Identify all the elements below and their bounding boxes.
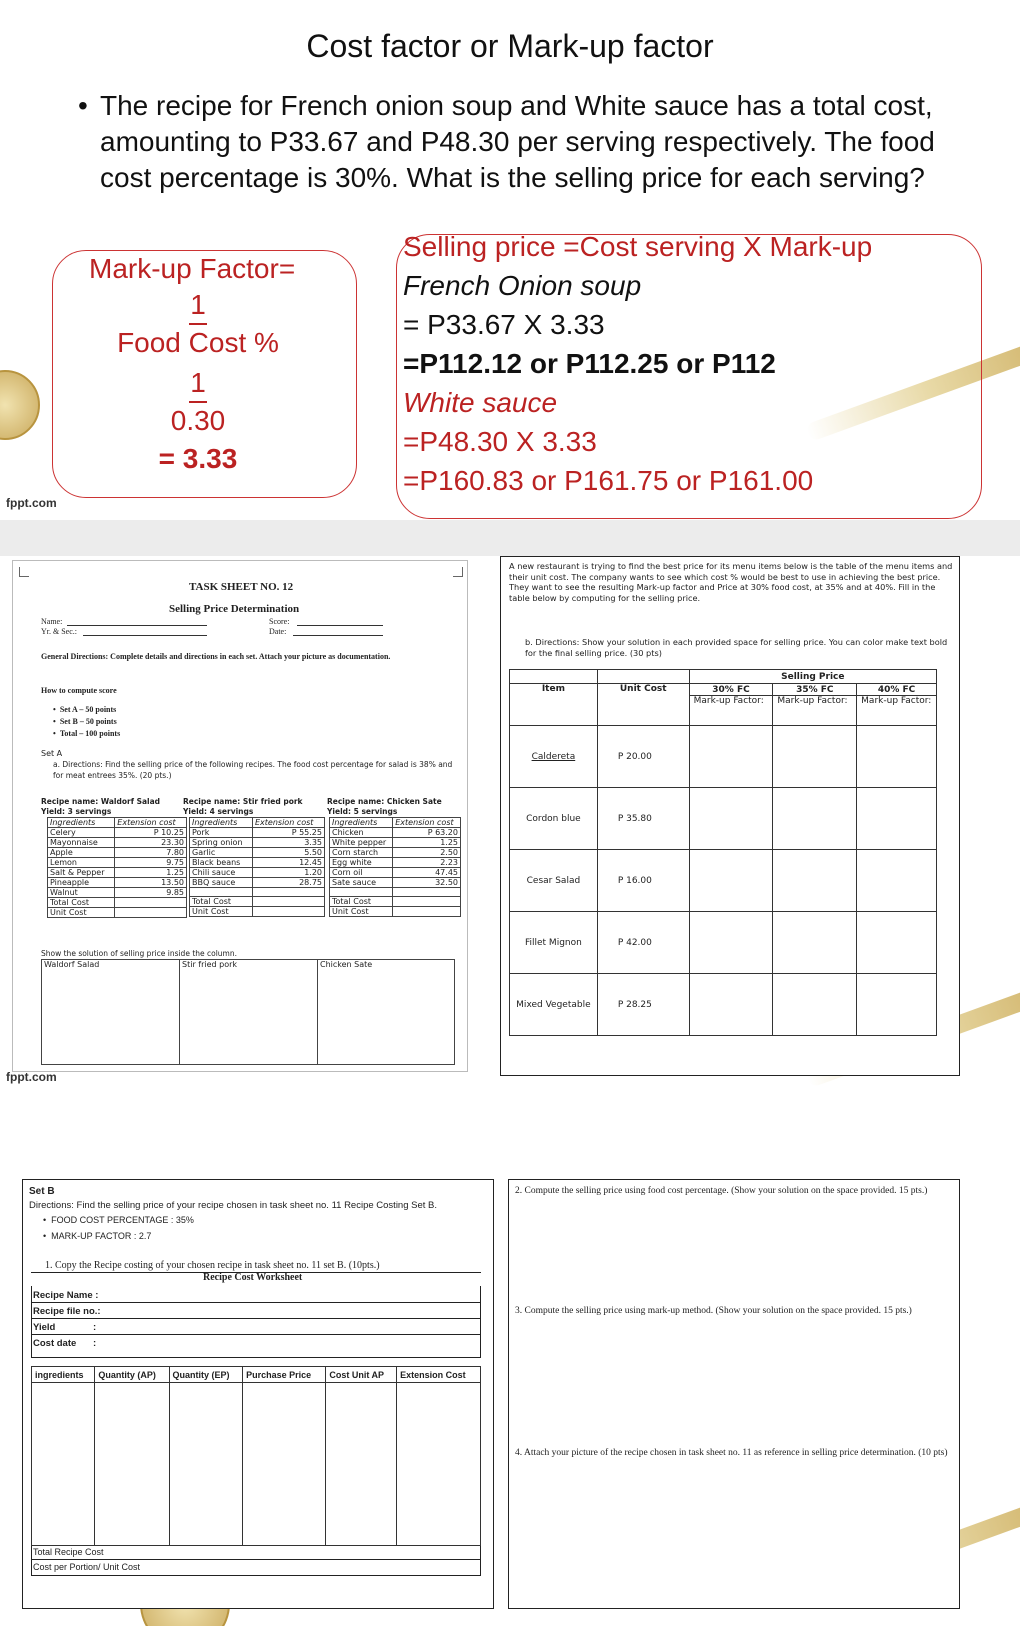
markup-factor-cell[interactable]: Mark-up Factor: [773,696,857,726]
menu-unit-cost: P 42.00 [597,912,689,974]
cost-cell: 13.50 [115,878,187,888]
fc-bullet: • FOOD COST PERCENTAGE : 35% [43,1215,194,1225]
cost-col-header: ingredients [32,1367,95,1383]
date-label: Date: [269,627,287,636]
solution-cell-pork[interactable]: Stir fried pork [180,960,318,1065]
table-row [48,838,187,848]
fc30-header: 30% FC [689,684,773,696]
ingredient-cell: Sate sauce [330,878,393,888]
total-cost-value[interactable] [253,897,325,907]
solution-table [41,959,455,1065]
ingredient-cell: Lemon [48,858,115,868]
menu-header [510,684,937,696]
unit-cost-value[interactable] [115,908,187,918]
table-row [190,828,325,838]
eq2: =P48.30 X 3.33 [403,426,597,457]
cost-cell: 1.25 [115,868,187,878]
ingredient-cell: Salt & Pepper [48,868,115,878]
table-row [190,888,325,897]
menu-item: Cordon blue [510,788,598,850]
ingredient-cell: Apple [48,848,115,858]
header-ingredients: Ingredients [48,818,115,828]
worksheet-box [31,1286,481,1358]
markup-title: Mark-up Factor= [89,253,296,284]
selling-price-cell[interactable] [689,726,773,788]
cost-table-cell[interactable] [326,1383,397,1546]
copy-instruction: 1. Copy the Recipe costing of your chosen recipe in task sheet no. 11 set B. (10pts.) [45,1260,380,1271]
cost-table-cell[interactable] [95,1383,169,1546]
numerator-1: 1 [190,289,206,320]
total-cost-label: Total Cost [48,898,115,908]
unit-cost-header: Unit Cost [597,684,689,726]
markup-box [52,250,357,498]
table-row [48,878,187,888]
fraction-line-2 [189,401,207,403]
ingredient-cell [190,888,253,897]
row-line [31,1334,481,1335]
recipe-name-label: Recipe Name : [33,1290,99,1301]
cost-table [31,1366,481,1546]
ingredient-cell: Corn oil [330,868,393,878]
menu-header-top [510,670,937,684]
watermark: fppt.com [6,1070,57,1084]
recipe-table-chicken [329,817,461,917]
general-directions: General Directions: Complete details and directions in each set. Attach your picture as documentation. [41,652,391,661]
ingredient-cell: Egg white [330,858,393,868]
menu-item: Mixed Vegetable [510,974,598,1036]
cost-cell: 9.85 [115,888,187,898]
eq1: = P33.67 X 3.33 [403,309,605,340]
slide-1 [0,0,1020,520]
set-b-title: Set B [29,1186,55,1197]
ingredient-cell: Pork [190,828,253,838]
blank-cell [597,670,689,684]
selling-price-cell[interactable] [773,912,857,974]
table-row [190,838,325,848]
total-recipe-cost: Total Recipe Cost [33,1547,104,1557]
bullet-icon: • [78,90,88,121]
set-a-directions: a. Directions: Find the selling price of the following recipes. The food cost percentage for salad is 38% and for meat entrees 35%. (20 pts.) [53,760,453,780]
set-b-sheet [22,1179,494,1609]
table-row [190,848,325,858]
corner-mark [453,567,463,577]
table-row [330,838,461,848]
separator [0,1091,1020,1161]
cost-table-cell[interactable] [397,1383,481,1546]
header-extension: Extension cost [253,818,325,828]
slide-3 [0,1161,1020,1626]
cost-cell: 28.75 [253,878,325,888]
table-row [330,828,461,838]
blank-cell [510,670,598,684]
total-cost-value[interactable] [115,898,187,908]
cost-cell: 1.20 [253,868,325,878]
menu-unit-cost: P 28.25 [597,974,689,1036]
ingredient-cell: Walnut [48,888,115,898]
cost-date-colon: : [93,1338,97,1349]
yr-label: Yr. & Sec.: [41,627,77,636]
menu-intro: A new restaurant is trying to find the best price for its menu items below is the table of the menu items and their unit cost. The company wants to see which cost % would be best to use in achieving the best price. They want to see the resulting Mark-up factor and Price at 30% food cost, at 35% and at 40%. Fill in the table below by computing for the selling price. [509,561,953,603]
table-header [48,818,187,828]
cost-cell: 9.75 [115,858,187,868]
selling-price-cell[interactable] [773,788,857,850]
unit-cost-label: Unit Cost [48,908,115,918]
score-line [297,625,383,626]
recipe-table-pork [189,817,325,917]
cost-col-header: Cost Unit AP [326,1367,397,1383]
total-cost-row [330,897,461,907]
cost-cell: 47.45 [393,868,461,878]
table-header [330,818,461,828]
cost-table-body [32,1383,481,1546]
selling-price-cell[interactable] [689,974,773,1036]
worksheet-title: Recipe Cost Worksheet [203,1272,303,1283]
yield-label: Yield [33,1322,56,1333]
menu-row [510,912,937,974]
solution-cell-waldorf[interactable]: Waldorf Salad [42,960,180,1065]
cost-cell: 32.50 [393,878,461,888]
header-extension: Extension cost [393,818,461,828]
item-header: Item [510,684,598,726]
coin-decoration [0,370,40,440]
header-ingredients: Ingredients [330,818,393,828]
unit-cost-row [330,907,461,917]
total-cost-label: Total Cost [330,897,393,907]
ingredient-cell: Chili sauce [190,868,253,878]
table-row [330,858,461,868]
header-extension: Extension cost [115,818,187,828]
set-b-directions: Directions: Find the selling price of your recipe chosen in task sheet no. 11 Recipe Costing Set B. [29,1200,438,1211]
mu-bullet: • MARK-UP FACTOR : 2.7 [43,1231,152,1241]
selling-price-cell[interactable] [773,974,857,1036]
date-line [293,635,383,636]
menu-item: Fillet Mignon [510,912,598,974]
menu-unit-cost: P 16.00 [597,850,689,912]
watermark: fppt.com [6,496,57,510]
unit-cost-label: Unit Cost [190,907,253,917]
markup-factor-cell[interactable]: Mark-up Factor: [689,696,773,726]
score-bullet-3: • Total – 100 points [53,729,121,738]
name-label: Name: [41,617,63,626]
unit-cost-value[interactable] [393,907,461,917]
name-line [67,625,207,626]
recipe1-name: Recipe name: Waldorf Salad [41,797,161,806]
selling-price-cell[interactable] [773,726,857,788]
fc35-header: 35% FC [773,684,857,696]
cost-cell [393,888,461,897]
cost-cell [253,888,325,897]
cost-cell: 2.23 [393,858,461,868]
cost-date-label: Cost date [33,1338,77,1349]
cost-cell: 23.30 [115,838,187,848]
fc40-header: 40% FC [857,684,937,696]
markup-factor-cell[interactable]: Mark-up Factor: [857,696,937,726]
cost-cell: 1.25 [393,838,461,848]
slide-2 [0,556,1020,1091]
row-line [31,1318,481,1319]
selling-price-cell[interactable] [857,974,937,1036]
menu-item: Cesar Salad [510,850,598,912]
total-cost-row [48,898,187,908]
cost-cell: P 55.25 [253,828,325,838]
selling-price-cell[interactable] [689,912,773,974]
menu-row [510,974,937,1036]
ingredient-cell: White pepper [330,838,393,848]
yr-line [83,635,207,636]
question-4: 4. Attach your picture of the recipe chosen in task sheet no. 11 as reference in selling price determination. (10 pts) [515,1448,948,1458]
menu-table [509,669,937,1036]
ingredient-cell: Celery [48,828,115,838]
menu-item: Caldereta [510,726,598,788]
eq2-result: =P160.83 or P161.75 or P161.00 [403,465,814,496]
menu-row [510,850,937,912]
table-row [190,868,325,878]
how-label: How to compute score [41,686,117,695]
cost-col-header: Quantity (EP) [169,1367,243,1383]
separator [0,520,1020,556]
table-row [48,848,187,858]
ingredient-cell: BBQ sauce [190,878,253,888]
table-row [330,848,461,858]
score-bullet-2: • Set B – 50 points [53,717,117,726]
cost-col-header: Purchase Price [243,1367,326,1383]
white-label: White sauce [403,387,558,418]
eq1-result: =P112.12 or P112.25 or P112 [403,348,776,379]
header-ingredients: Ingredients [190,818,253,828]
selling-price-cell[interactable] [773,850,857,912]
selling-price-header: Selling Price [689,670,936,684]
recipe1-yield: Yield: 3 servings [41,807,112,816]
task-title: TASK SHEET NO. 12 [189,581,294,593]
ingredient-cell: Corn starch [330,848,393,858]
ingredient-cell: Black beans [190,858,253,868]
selling-price-cell[interactable] [857,726,937,788]
table-row [48,858,187,868]
score-bullet-1: • Set A – 50 points [53,705,117,714]
ingredient-cell: Mayonnaise [48,838,115,848]
cost-cell: 7.80 [115,848,187,858]
recipe2-yield: Yield: 4 servings [183,807,254,816]
cost-table-cell[interactable] [243,1383,326,1546]
selling-price-cell[interactable] [689,850,773,912]
recipe3-name: Recipe name: Chicken Sate [327,797,442,806]
recipe-table-waldorf [47,817,187,918]
unit-cost-value[interactable] [253,907,325,917]
task-subtitle: Selling Price Determination [169,603,300,615]
cost-cell: 5.50 [253,848,325,858]
menu-row [510,788,937,850]
table-row [330,868,461,878]
recipe-file-label: Recipe file no.: [33,1306,101,1317]
selling-price-cell[interactable] [857,788,937,850]
cost-cell: 12.45 [253,858,325,868]
slide-title: Cost factor or Mark-up factor [306,28,714,64]
numerator-2: 1 [190,367,206,398]
selling-price-cell[interactable] [857,850,937,912]
unit-cost-label: Unit Cost [330,907,393,917]
ingredient-cell: Garlic [190,848,253,858]
solution-row [42,960,455,1065]
table-row [190,858,325,868]
total-cost-value[interactable] [393,897,461,907]
total-cost-label: Total Cost [190,897,253,907]
table-row [330,878,461,888]
table-row [330,888,461,897]
cost-cell: P 63.20 [393,828,461,838]
ingredient-cell [330,888,393,897]
menu-unit-cost: P 35.80 [597,788,689,850]
ingredient-cell: Pineapple [48,878,115,888]
table-header [190,818,325,828]
yield-colon: : [93,1322,97,1333]
sp-title: Selling price =Cost serving X Mark-up [403,231,873,262]
solution-cell-chicken[interactable]: Chicken Sate [318,960,455,1065]
row-line [31,1302,481,1303]
question-2: 2. Compute the selling price using food cost percentage. (Show your solution on the space provided. 15 pts.) [515,1186,928,1196]
show-solution: Show the solution of selling price inside the column. [41,949,238,958]
french-label: French Onion soup [403,270,642,301]
table-row [48,868,187,878]
selling-price-cell[interactable] [857,912,937,974]
questions-sheet [508,1179,960,1609]
fraction-line [189,323,207,325]
score-label: Score: [269,617,290,626]
cost-cell: 2.50 [393,848,461,858]
menu-sheet [500,556,960,1076]
set-a-label: Set A [41,749,63,758]
total-line [31,1559,481,1560]
table-row [48,828,187,838]
recipe3-yield: Yield: 5 servings [327,807,398,816]
unit-cost-row [190,907,325,917]
cost-cell: P 10.25 [115,828,187,838]
cost-table-header [32,1367,481,1383]
cost-table-cell[interactable] [32,1383,95,1546]
selling-price-cell[interactable] [689,788,773,850]
recipe2-name: Recipe name: Stir fried pork [183,797,303,806]
total-cost-row [190,897,325,907]
ingredient-cell: Chicken [330,828,393,838]
table-row [190,878,325,888]
menu-row [510,726,937,788]
cost-cell: 3.35 [253,838,325,848]
cost-table-cell[interactable] [169,1383,243,1546]
cost-col-header: Quantity (AP) [95,1367,169,1383]
problem-text: The recipe for French onion soup and White sauce has a total cost, amounting to P33.67 and P48.30 per serving respectively. The food cost percentage is 30%. What is the selling price for each serving? [100,90,935,193]
table-row [48,888,187,898]
question-3: 3. Compute the selling price using mark-up method. (Show your solution on the space provided. 15 pts.) [515,1306,912,1316]
denominator-value: 0.30 [170,405,226,436]
ingredient-cell: Spring onion [190,838,253,848]
task-sheet [12,560,468,1072]
cost-per-portion: Cost per Portion/ Unit Cost [33,1562,141,1572]
selling-price-box [396,231,982,519]
corner-mark [19,567,29,577]
cost-col-header: Extension Cost [397,1367,481,1383]
menu-directions: b. Directions: Show your solution in each provided space for selling price. You can color make text bold for the final selling price. (30 pts) [525,637,948,658]
unit-cost-row [48,908,187,918]
markup-result: = 3.33 [158,443,238,474]
menu-unit-cost: P 20.00 [597,726,689,788]
food-cost-label: Food Cost % [117,327,279,358]
